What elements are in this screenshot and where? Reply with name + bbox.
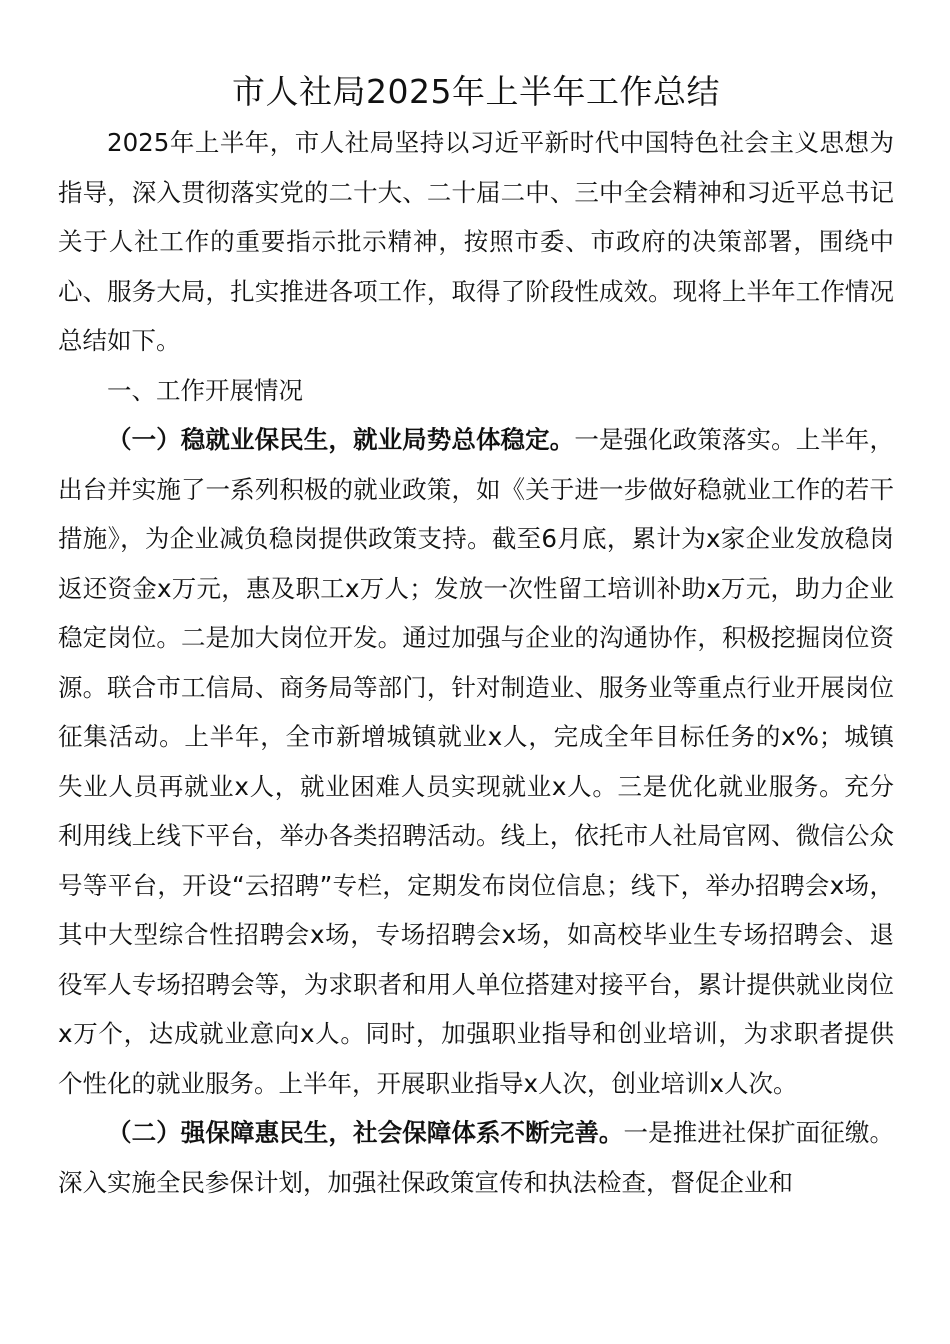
item-social-security-heading: （二）强保障惠民生，社会保障体系不断完善。 — [107, 1118, 624, 1147]
intro-paragraph: 2025年上半年，市人社局坚持以习近平新时代中国特色社会主义思想为指导，深入贯彻落实党的二十大、二十届二中、三中全会精神和习近平总书记关于人社工作的重要指示批示精神，按照市委、市政府的决策部署，围绕中心、服务大局，扎实推进各项工作，取得了阶段性成效。现将上半年工作情况总结如下。 — [58, 128, 894, 355]
section-heading-work-progress: 一、工作开展情况 — [107, 375, 303, 405]
item-employment-paragraph — [58, 415, 894, 1108]
item-employment-heading: （一）稳就业保民生，就业局势总体稳定。 — [107, 425, 575, 454]
item-social-security-body: 一是推进社保扩面征缴。深入实施全民参保计划，加强社保政策宣传和执法检查，督促企业和 — [58, 1118, 894, 1197]
document-page — [58, 66, 894, 1207]
item-employment-body: 一是强化政策落实。上半年，出台并实施了一系列积极的就业政策，如《关于进一步做好稳就业工作的若干措施》，为企业减负稳岗提供政策支持。截至6月底，累计为x家企业发放稳岗返还资金x万元，惠及职工x万人；发放一次性留工培训补助x万元，助力企业稳定岗位。二是加大岗位开发。通过加强与企业的沟通协作，积极挖掘岗位资源。联合市工信局、商务局等部门，针对制造业、服务业等重点行业开展岗位征集活动。上半年，全市新增城镇就业x人，完成全年目标任务的x%；城镇失业人员再就业x人，就业困难人员实现就业x人。三是优化就业服务。充分利用线上线下平台，举办各类招聘活动。线上，依托市人社局官网、微信公众号等平台，开设“云招聘”专栏，定期发布岗位信息；线下，举办招聘会x场，其中大型综合性招聘会x场，专场招聘会x场，如高校毕业生专场招聘会、退役军人专场招聘会等，为求职者和用人单位搭建对接平台，累计提供就业岗位x万个，达成就业意向x人。同时，加强职业指导和创业培训，为求职者提供个性化的就业服务。上半年，开展职业指导x人次，创业培训x人次。 — [58, 425, 895, 1098]
document-title: 市人社局2025年上半年工作总结 — [232, 72, 720, 111]
item-social-security-paragraph — [58, 1108, 894, 1207]
